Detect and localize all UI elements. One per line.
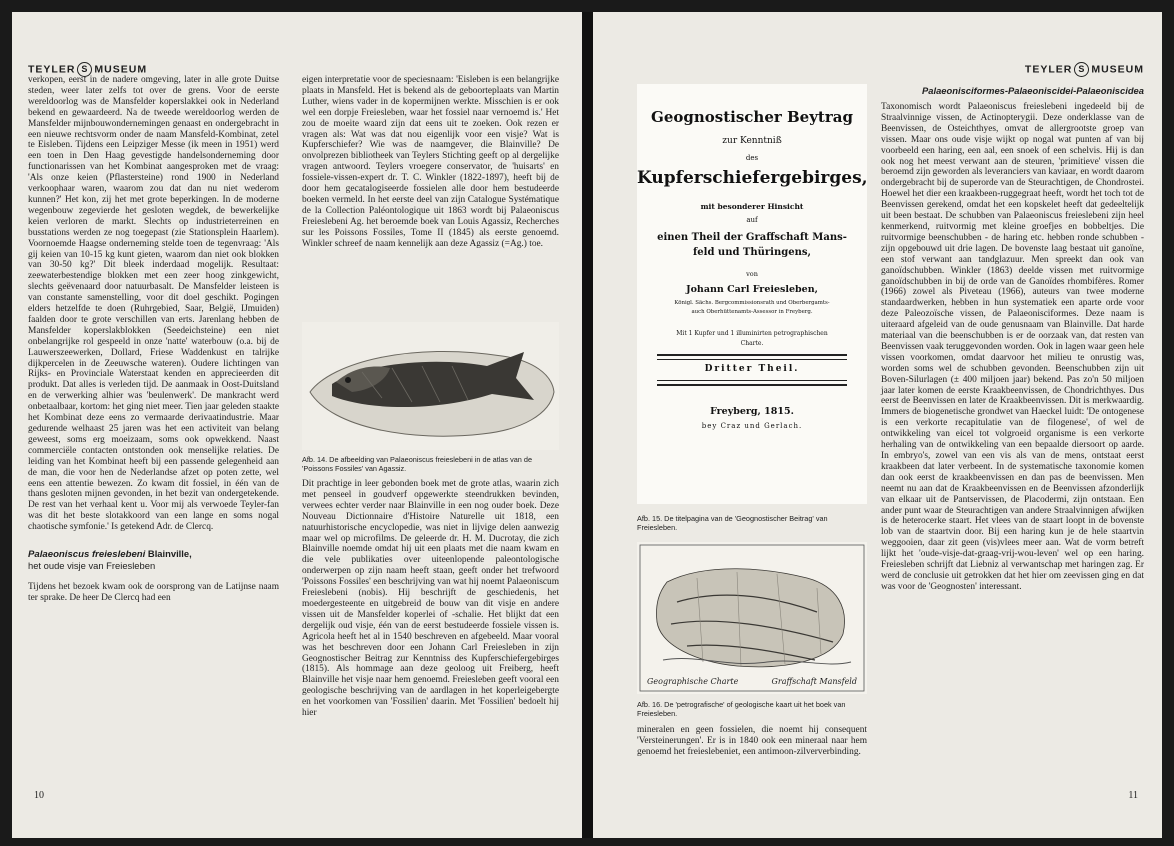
title-page-line-16: Freyberg, 1815.: [710, 406, 794, 417]
column-4-text: Taxonomisch wordt Palaeoniscus freieslebeni ingedeeld bij de Straalvinnige vissen, de Actinopterygii. Deze onderklasse van de Beenvissen, de Osteichthyes, omvat de allergrootste groep van vissen. Maar ons oude visje wijkt op nogal wat punten af van bij voorbeeld een haring, een aal, een snoek of een schelvis. Hij is dan ook nog het meest verwant aan de steuren, 'primitieve' vissen die beroemd zijn geworden als leveranciers van kaviaar, en wordt daarom ondergebracht bij de superorde van de Steurachtigen, de Chondrostei. Hoewel het dier een kraakbeen-ruggegraat heeft, wordt het toch tot de Beenvissen gerekend, omdat het een kopskelet heeft dat gedeeltelijk uit been bestaat. De schubben van Palaeoniscus freieslebeni zijn heel kenmerkend, ruitvormig met kleine groefjes en bobbeltjes. Die ruitvormige beenschubben - de haring etc. hebben ronde schubben - zijn opgebouwd uit drie lagen. De bovenste laag bestaat uit ganoïne, een stof verwant aan tandglazuur. Men spreekt dan ook van ganoïdschubben. Winkler (1863) deelde vissen met ruitvormige ganoïdschubben in bij de orde van de Ganoïdes rhombifères. Romer (1966) zowel als Piveteau (1966), auteurs van twee moderne standaardwerken, hebben in hun systematiek een aparte orde voor deze Paleozoïsche vissen, de Palaeonisciformes. Deze naam is uiteraard afgeleid van de oude genusnaam van Blainville. Dat harde materiaal van die beenschubben is er de oorzaak van, dat resten van Beenvissen vaak teruggevonden worden. Ook in lagen waar geen hele vissen voorkomen, omdat daarvoor het milieu te onrustig was, worden soms wel de schubben gevonden. Beenschubben zijn uit Boven-Silurlagen (± 400 miljoen jaar) bekend. Pas zo'n 50 miljoen jaar later komen de eerste Kraakbeenvissen, de Chondrichthyes. Dus eerst de Beenvissen en later de Kraakbeenvissen. Dit is merkwaardig. Immers de biogenetische grondwet van Haeckel luidt: 'De ontogenese is een verkorte recapitulatie van de filogenese', of wel de ontwikkeling van eicel tot volgroeid organisme is een verkorte herhaling van de ontwikkeling van een bepaalde diersoort op aarde. In embryo's, zowel van een vis als van de mens, ontstaat eerst kraakbeen dat later verbeent. In de systematische taxonomie komen dan ook eerst de kraakbeenvissen en dan pas de beenvissen. Men neemt nu aan dat de Kraakbeenvissen en de Beenvissen afzonderlijk van elkaar uit de Pantservissen, de Placodermi, zijn ontstaan. Een ander punt waar de Steurachtigen van andere Straalvinnigen afwijken is de heterocerke staart. Het vlees van de staart loopt in de bovenste lob van de staartvin door. Bij een haring kun je de hele staartvin weggooien, daar zit geen (vis)vlees meer aan. Wat de vorm betreft lijkt het 'oude-visje-dat-graag-vrij-wou-leven' wel op een haring. Freiesleben schrijft dat Liebniz al verwantschap met haringen zag. Er werd de conclusie uit getrokken dat het hier om zeevissen ging en dat was voor de 'Geognosten' interessant.: [881, 102, 1144, 592]
title-page-rule-1: [657, 354, 847, 360]
title-page-line-7: einen Theil der Graffschaft Mans-: [657, 232, 847, 243]
subheading-author: Blainville,: [145, 548, 192, 560]
teyler-emblem-icon-right: S: [1074, 62, 1089, 77]
title-page-line-3: des: [745, 154, 759, 162]
title-page-line-10: Johann Carl Freiesleben,: [686, 284, 818, 295]
title-page-line-13: Mit 1 Kupfer und 1 illuminirten petrographischen: [676, 330, 828, 337]
left-page: [12, 12, 582, 838]
fossil-fish-figure: [302, 322, 559, 450]
title-page-line-15: Dritter Theil.: [704, 364, 800, 374]
title-page-line-2: zur Kenntniß: [722, 136, 782, 146]
page-number-left: 10: [34, 790, 44, 801]
subheading-line-2: het oude visje van Freiesleben: [28, 559, 156, 571]
header-teyler: TEYLER: [28, 63, 76, 76]
column-2-text-b: Dit prachtige in leer gebonden boek met de grote atlas, waarin zich met penseel in goudverf opgewerkte steendrukken bevinden, verwees echter verder naar Blainville in een nog ouder boek. Deze Nouveau Dictionnaire d'Histoire Naturelle uit 1818, een natuurhistorische encyclopedie, was niet in lijvige delen aanwezig maar wel op microfilms. De geleerde dr. H. M. Ducrotay, die zich Blainville noemde omdat hij uit een plaats met die naam kwam en die vele publikaties over uiteenlopende paleontologische onderwerpen op zijn naam heeft staan, geeft onder het trefwoord 'Poissons Fossiles' een beschrijving van wat hij noemt Palaeoniscum Freieslebeni (nobis). Hij beschrijft de geschiedenis, het moedergesteente en uitgebreid de bouw van dit visje en andere vissen uit de Mansfelder koperlei of -schalie. Het blijkt dat een dergelijk oud visje, één van de eerst bestudeerde fossiele vissen is. Agricola heeft het al in 1540 beschreven en afgebeeld. Maar vooral was het beschreven door een Johann Carl Freiesleben in zijn Geognostischer Beitrag zur Kenntniss des Kupferschiefergebirges (1815). Als hommage aan deze geoloog uit Freiberg, heeft Blainville het visje naar hem genoemd. Freiesleben geeft vooral een geologische beschrijving van de aardlagen in het koperleigebergte en het voorkomen van 'Fossilien' daarin. Met 'Fossilien' bedoelt hij hier: [302, 479, 559, 719]
geological-map-figure: [637, 542, 867, 694]
page-number-right: 11: [1128, 790, 1138, 801]
map-label-left: Geographische Charte: [647, 677, 739, 686]
column-2-bottom: [302, 479, 559, 719]
column-3-text: mineralen en geen fossielen, die noemt hij consequent 'Versteinerungen'. Er is in 1840 ook een mineraal naar hem genoemd het freieslebeniet, een antimoon-zilververbinding.: [637, 725, 867, 757]
title-page-line-6: auf: [746, 216, 758, 224]
title-page-line-12: auch Oberhüttenamts-Assessor in Freyberg.: [691, 309, 813, 315]
geological-map-image: [637, 542, 867, 694]
figure-15-caption: Afb. 15. De titelpagina van de 'Geognostischer Beitrag' van Freiesleben.: [637, 514, 828, 532]
title-page-figure: [637, 84, 867, 504]
title-page-line-8: feld und Thüringens,: [692, 247, 811, 258]
museum-header-right: [1025, 62, 1144, 77]
teyler-emblem-icon: S: [77, 62, 92, 77]
book-gutter: [582, 12, 593, 838]
column-4: [881, 102, 1144, 593]
figure-14-caption: Afb. 14. De afbeelding van Palaeoniscus freieslebeni in de atlas van de 'Poissons Fossiles' van Agassiz.: [302, 455, 533, 473]
column-2-text-a: eigen interpretatie voor de speciesnaam: 'Eisleben is een belangrijke plaats in Mansfeld. Het is bekend als de geboorteplaats van Martin Luther, wiens vader in de kopermijnen werkte. Misschien is er ook wel een dorpje Freiesleben, waar het fossiel naar vernoemd is.' Het zou de moeite waard zijn dat eens uit te zoeken. Ook rezen er vragen als: Wat was dat nou eigenlijk voor een visje? Wat is Kupferschiefer? Wie was de naamgever, die Blainville? De onvolprezen bibliotheek van Teylers Stichting geeft op al dergelijke vragen antwoord. Teylers vroegere conservator, de 'huisarts' en fossiele-vissen-expert dr. T. C. Winkler (1822-1897), heeft bij de door hem gecatalogiseerde fossielen alle door hem bestudeerde boeken vermeld. In het eerste deel van zijn Catalogue Systématique de la Collection Paléontologique uit 1863 wordt bij Palaeoniscus Freieslebeni Ag. het beroemde boek van Louis Agassiz, Recherches sur les Poissons Fossiles, Tome II (1845) als eerste genoemd. Winkler schreef de naam kennelijk aan deze Agassiz (=Ag.) toe.: [302, 75, 559, 249]
title-page-line-4: Kupferschiefergebirges,: [637, 168, 868, 188]
column-1-text-b: Tijdens het bezoek kwam ook de oorsprong van de Latijnse naam ter sprake. De heer De Clercq had een: [28, 581, 279, 603]
column-3: [637, 725, 867, 758]
header-teyler-right: TEYLER: [1024, 63, 1073, 76]
column-2-top: [302, 75, 559, 250]
figure-16-caption: Afb. 16. De 'petrografische' of geologische kaart uit het boek van Freiesleben.: [637, 700, 846, 718]
right-page: [593, 12, 1162, 838]
title-page-line-9: von: [746, 270, 758, 278]
column-1: [28, 75, 279, 604]
section-title: Palaeonisciformes-Palaeoniscidei-Palaeoniscidea: [922, 85, 1144, 96]
title-page-line-5: mit besonderer Hinsicht: [700, 202, 804, 211]
column-1-text: verkopen, eerst in de nadere omgeving, later in alle grote Duitse steden, weer later zelfs tot over de grens. Voor de eerste wereldoorlog was de Mansfelder koperslakkei ook in Nederland bekend en gewaardeerd. Na de tweede wereldoorlog werden de Mansfelder mijnbouwondernemingen genaast en ondergebracht in een nieuwe rechtsvorm onder de naam Mansfeld-Kombinat, zetel te Eisleben. Tijdens een Leipziger Messe (ik meen in 1951) werd een toen in Den Haag gevestigde handelsonderneming door functionarissen van het Kombinat aangesproken met de vraag: 'Als onze keien (Pflastersteine) rond 1900 in Nederland verkoophaar waren, waarom zou dat dan nu niet wederom kunnen?' Het kon, zij het met grote beperkingen. In de moderne wegenbouw zegevierde het gesloten wegdek, de bewerkelijke keien verloren de markt. Slechts op industrieterreinen en busstations werden ze nog toegepast (zie Stationsplein Haarlem). Voornoemde Haagse onderneming stelde toen de tegenvraag: 'Als gij keien van 10-15 kg kunt gieten, waarom dan niet ook blokken van 30-50 kg?' Dit bleek inderdaad mogelijk. Resultaat: zeewaterbestendige blokken met een zeer hoog zinkgewicht, slechts geëvenaard door natuurbasalt. De Mansfelder leisteen is van constante samenstelling, voor dit doel geschikt. Pogingen elders hetzelfde te doen (Ruhrgebied, Saar, België, IJmuiden) faalden door te grote verschillen van erts. Jarenlang hebben de Mansfelder koperslakblokken (Seedeichsteine) een niet onbelangrijke rol gespeeld in onze 'natte' waterbouw (o.a. bij de Lauwerszeewerken, Dollard, Friese Waddenkust en talrijke dijkpercelen in de Zeeuwsche wateren). Oudere lichtingen van Rijks- en Provinciale Waterstaat kenden en apprecieerden dit produkt. Dat alles is verleden tijd. De aanmaak in Oost-Duitsland en de verwerking alhier was 'beulenwerk'. De mankracht werd onbetaalbaar, kortom: het ging niet meer. Tien jaar geleden staakte het Kombinat deze eens zo vermaarde derivaatindustrie. Maar gedurende welhaast 25 jaren was het een activiteit van belang geweest, soms erg moeizaam, soms ook opwekkend. Naast commerciële contacten ontstonden ook menselijke relaties. De leiding van het Kombinat heeft bij een passende gelegenheid aan de man, die voor hen de Nederlandse afzet op poten zette, wel eens een attentie bewezen. Zo kwam dit fossiel, in één van de thans gesloten mijnen gevonden, in het bezit van ondergetekende. De rest van het verhaal kent u. Voor mij als verwoede Teyler-fan was dit het beste slotakkoord van een lange en soms nogal chaotische symfonie.' Is getekend Adr. de Clercq.: [28, 75, 279, 533]
title-page-rule-2: [657, 380, 847, 386]
title-page-line-1: Geognostischer Beytrag: [651, 108, 853, 126]
header-museum: MUSEUM: [94, 63, 148, 76]
title-page-line-14: Charte.: [740, 340, 764, 347]
header-museum-right: MUSEUM: [1091, 63, 1144, 76]
subheading-species: Palaeoniscus freieslebeni: [28, 549, 146, 561]
title-page-line-17: bey Craz und Gerlach.: [701, 422, 803, 430]
map-label-right: Graffschaft Mansfeld: [771, 677, 857, 686]
title-page-line-11: Königl. Sächs. Bergcommissionsrath und Oberbergamts-: [674, 300, 830, 306]
fossil-fish-image: [302, 322, 559, 450]
